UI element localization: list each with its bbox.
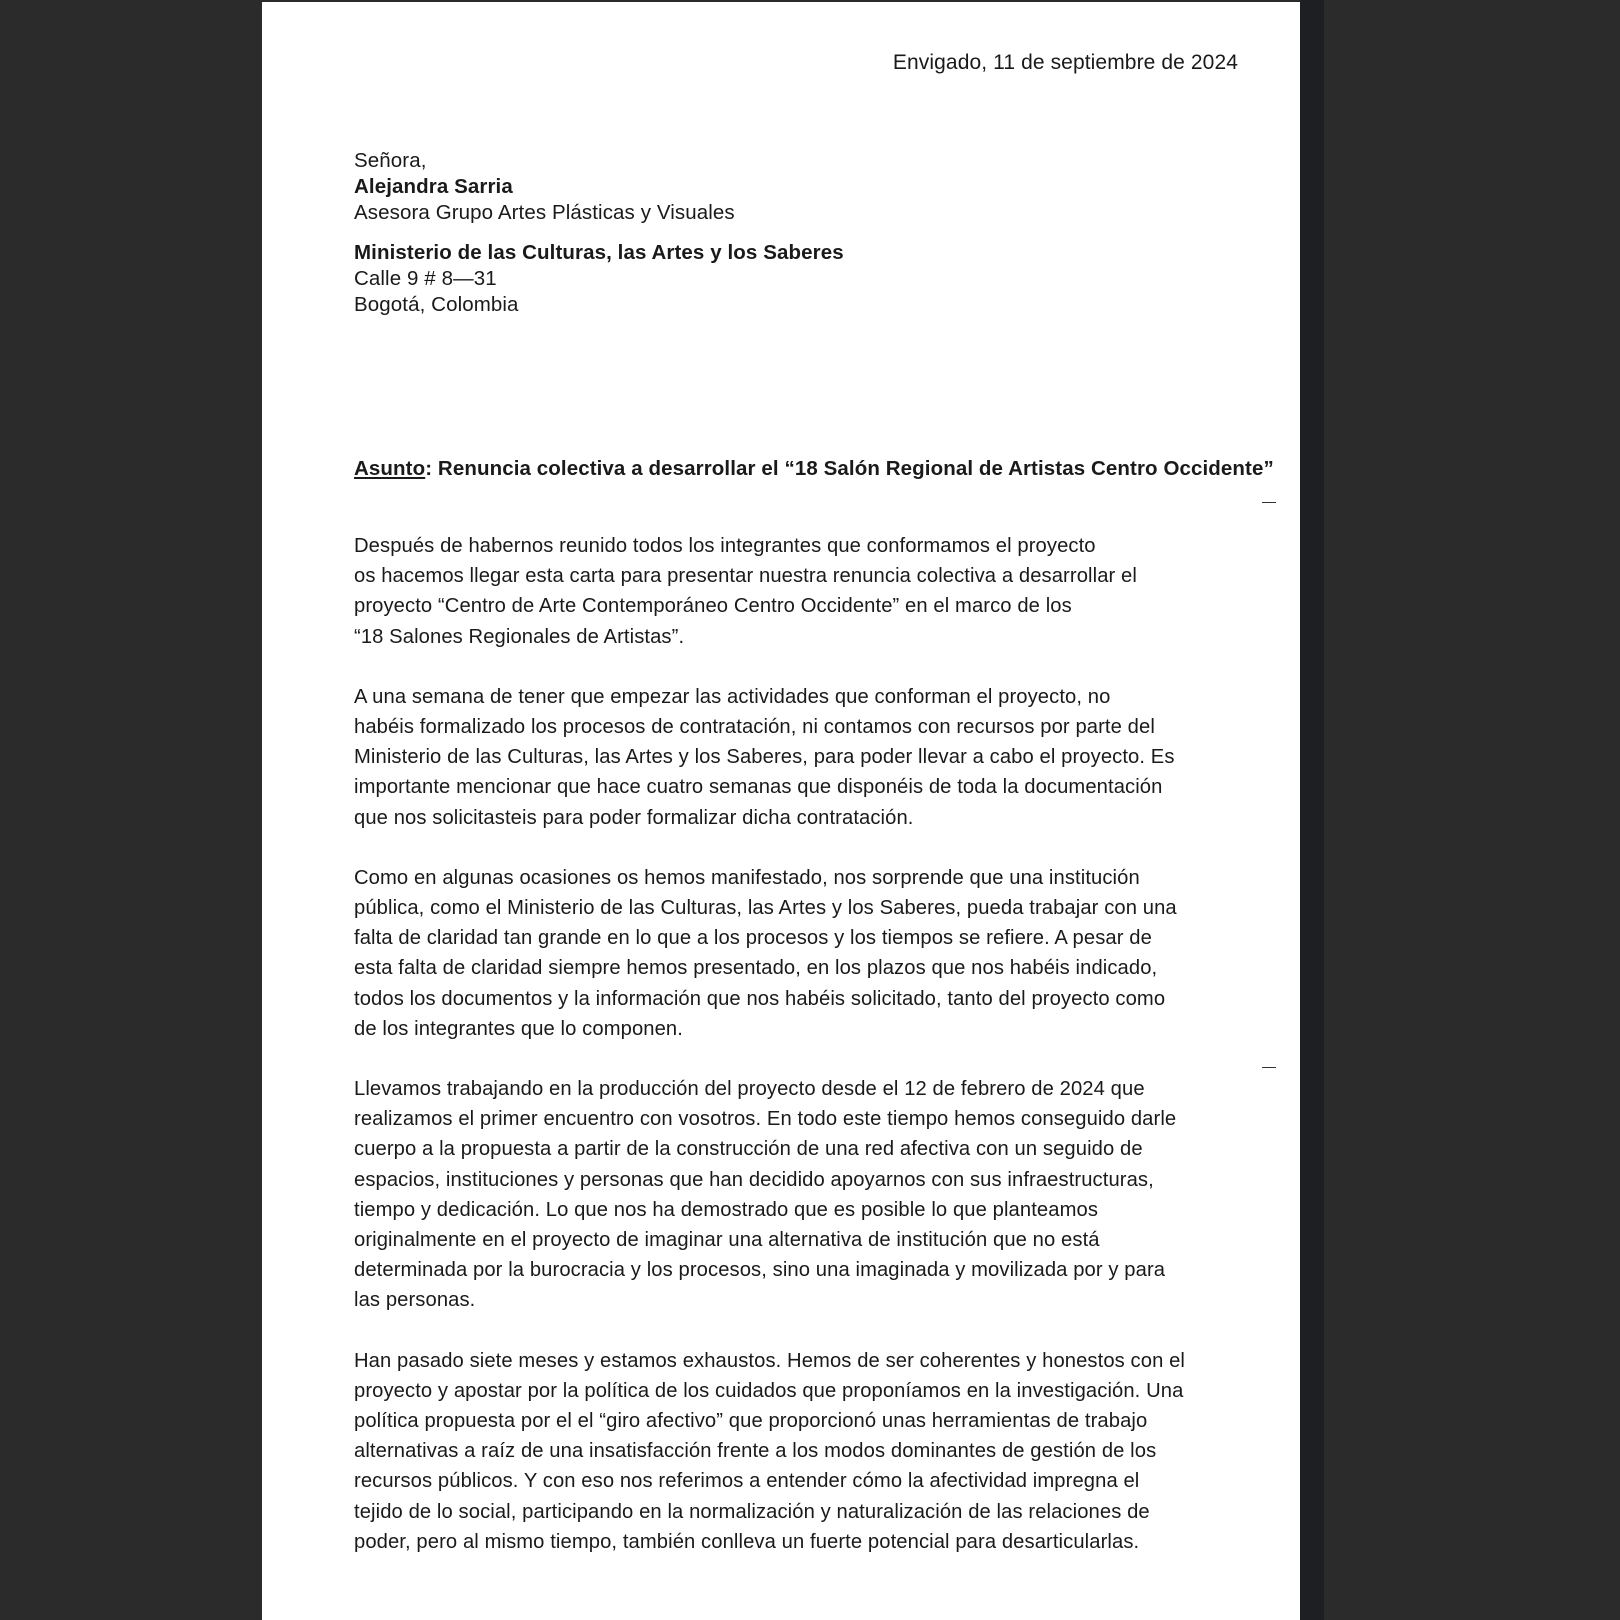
salutation: Señora,	[354, 149, 427, 172]
paragraph-line: poder, pero al mismo tiempo, también conlleva un fuerte potencial para desarticularlas.	[354, 1530, 1140, 1553]
body-paragraph	[354, 531, 1234, 652]
body-paragraph	[354, 1074, 1234, 1316]
paragraph-line: falta de claridad tan grande en lo que a los procesos y los tiempos se refiere. A pesar de	[354, 927, 1152, 950]
paragraph-line: Después de habernos reunido todos los integrantes que conformamos el proyecto	[354, 535, 1096, 557]
paragraph-line: Llevamos trabajando en la producción del proyecto desde el 12 de febrero de 2024 que	[354, 1078, 1145, 1101]
paragraph-line: espacios, instituciones y personas que han decidido apoyarnos con sus infraestructuras,	[354, 1168, 1154, 1191]
subject-line	[354, 456, 1274, 482]
margin-mark	[1262, 1067, 1276, 1068]
letter-body	[354, 531, 1234, 1587]
paragraph-line: recursos públicos. Y con eso nos referimos a entender cómo la afectividad impregna el	[354, 1470, 1140, 1493]
paragraph-line: habéis formalizado los procesos de contratación, ni contamos con recursos por parte del	[354, 716, 1155, 739]
paragraph-line: os hacemos llegar esta carta para presentar nuestra renuncia colectiva a desarrollar el	[354, 565, 1137, 588]
scrollbar-track[interactable]	[1300, 0, 1324, 1620]
paragraph-line: originalmente en el proyecto de imaginar una alternativa de institución que no está	[354, 1229, 1100, 1252]
paragraph-line: proyecto “Centro de Arte Contemporáneo Centro Occidente” en el marco de los	[354, 595, 1072, 618]
paragraph-line: determinada por la burocracia y los procesos, sino una imaginada y movilizada por y para	[354, 1259, 1166, 1282]
paragraph-line: A una semana de tener que empezar las actividades que conforman el proyecto, no	[354, 685, 1111, 708]
paragraph-line: tiempo y dedicación. Lo que nos ha demostrado que es posible lo que planteamos	[354, 1198, 1099, 1221]
institution-name: Ministerio de las Culturas, las Artes y los Saberes	[354, 241, 844, 264]
subject-text: : Renuncia colectiva a desarrollar el “18 Salón Regional de Artistas Centro Occidente”	[425, 457, 1274, 480]
body-paragraph	[354, 682, 1234, 833]
paragraph-line: cuerpo a la propuesta a partir de la construcción de una red afectiva con un seguido de	[354, 1138, 1143, 1161]
paragraph-line: de los integrantes que lo componen.	[354, 1017, 683, 1040]
recipient-block	[354, 148, 735, 226]
letter-page	[262, 2, 1300, 1620]
address-line: Calle 9 # 8—31	[354, 267, 497, 290]
address-block	[354, 240, 844, 318]
subject-label: Asunto	[354, 457, 426, 480]
paragraph-line: las personas.	[354, 1289, 476, 1312]
paragraph-line: proyecto y apostar por la política de los cuidados que proponíamos en la investigación. Una	[354, 1379, 1184, 1402]
paragraph-line: alternativas a raíz de una insatisfacción frente a los modos dominantes de gestión de los	[354, 1440, 1157, 1463]
body-paragraph	[354, 863, 1234, 1044]
paragraph-line: esta falta de claridad siempre hemos presentado, en los plazos que nos habéis indicado,	[354, 957, 1158, 980]
paragraph-line: Ministerio de las Culturas, las Artes y los Saberes, para poder llevar a cabo el proyecto. Es	[354, 746, 1175, 769]
paragraph-line: Han pasado siete meses y estamos exhaustos. Hemos de ser coherentes y honestos con el	[354, 1349, 1186, 1372]
address-city: Bogotá, Colombia	[354, 293, 519, 316]
paragraph-line: importante mencionar que hace cuatro semanas que disponéis de toda la documentación	[354, 776, 1163, 799]
paragraph-line: todos los documentos y la información que nos habéis solicitado, tanto del proyecto como	[354, 987, 1166, 1010]
paragraph-line: realizamos el primer encuentro con vosotros. En todo este tiempo hemos conseguido darle	[354, 1108, 1177, 1131]
paragraph-line: pública, como el Ministerio de las Culturas, las Artes y los Saberes, pueda trabajar con una	[354, 897, 1177, 920]
paragraph-line: Como en algunas ocasiones os hemos manifestado, nos sorprende que una institución	[354, 866, 1140, 889]
paragraph-line: “18 Salones Regionales de Artistas”.	[354, 625, 685, 648]
recipient-role: Asesora Grupo Artes Plásticas y Visuales	[354, 201, 735, 224]
margin-mark	[1262, 502, 1276, 503]
recipient-name: Alejandra Sarria	[354, 175, 513, 198]
paragraph-line: tejido de lo social, participando en la normalización y naturalización de las relaciones de	[354, 1500, 1150, 1523]
paragraph-line: política propuesta por el el “giro afectivo” que proporcionó unas herramientas de trabajo	[354, 1410, 1148, 1433]
paragraph-line: que nos solicitasteis para poder formalizar dicha contratación.	[354, 806, 914, 829]
body-paragraph	[354, 1346, 1234, 1557]
letter-date: Envigado, 11 de septiembre de 2024	[892, 51, 1238, 74]
